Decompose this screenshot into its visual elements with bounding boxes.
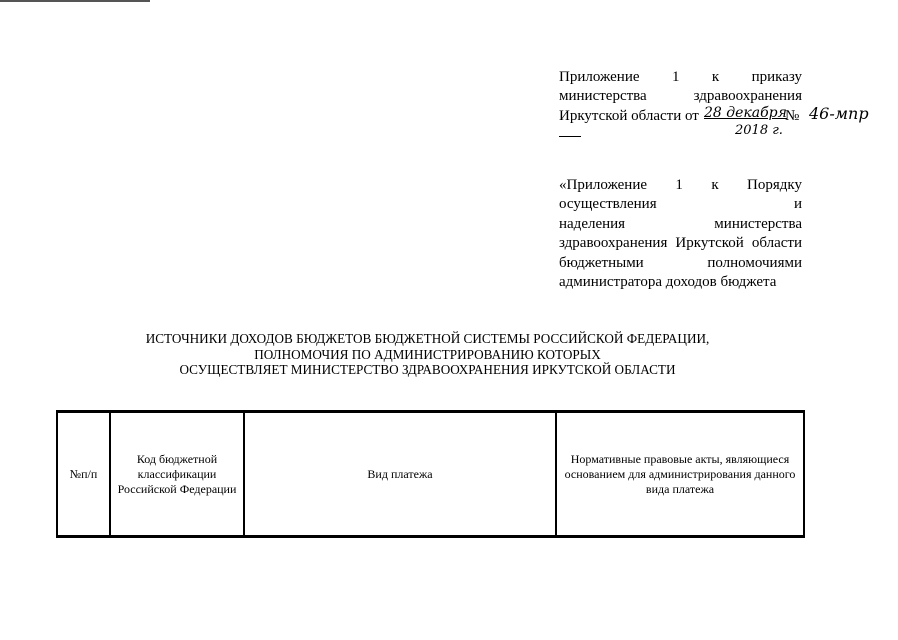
header-number: №п/п bbox=[57, 412, 110, 537]
document-title bbox=[0, 331, 855, 378]
table-header-row bbox=[57, 412, 804, 537]
header-legal-acts: Нормативные правовые акты, являющиеся основанием для администрирования данного вида платежа bbox=[556, 412, 804, 537]
word: приказу bbox=[751, 69, 802, 85]
word: к bbox=[711, 69, 720, 85]
word: Иркутской bbox=[675, 235, 744, 252]
word: министерства bbox=[714, 215, 802, 232]
appendix-procedure-line-6 bbox=[559, 273, 802, 292]
title-line-2: ПОЛНОМОЧИЯ ПО АДМИНИСТРИРОВАНИЮ КОТОРЫХ bbox=[254, 346, 601, 362]
word: «Приложение bbox=[559, 177, 648, 193]
top-edge-rule bbox=[0, 0, 150, 2]
word: и bbox=[793, 196, 802, 213]
appendix-order-line-1 bbox=[559, 68, 802, 87]
title-line-3: ОСУЩЕСТВЛЯЕТ МИНИСТЕРСТВО ЗДРАВООХРАНЕНИЯ ИРКУТСКОЙ ОБЛАСТИ bbox=[179, 362, 676, 377]
word: здравоохранения bbox=[559, 235, 668, 252]
order-date-prefix: Иркутской области от bbox=[559, 107, 699, 124]
appendix-order-header bbox=[559, 68, 869, 138]
word: Порядку bbox=[747, 177, 802, 193]
word: осуществления bbox=[559, 196, 657, 213]
appendix-procedure-line-2 bbox=[559, 195, 802, 214]
title-line-1: ИСТОЧНИКИ ДОХОДОВ БЮДЖЕТОВ БЮДЖЕТНОЙ СИСТЕМЫ РОССИЙСКОЙ ФЕДЕРАЦИИ, bbox=[145, 331, 710, 346]
appendix-order-line-3 bbox=[559, 103, 869, 138]
header-budget-code: Код бюджетной классификации Российской Федерации bbox=[110, 412, 244, 537]
handwritten-date: 28 декабря bbox=[704, 104, 787, 121]
word: полномочиями bbox=[707, 254, 802, 271]
word: наделения bbox=[559, 215, 626, 232]
word: администратора доходов бюджета bbox=[559, 274, 777, 291]
appendix-procedure-line-1 bbox=[559, 176, 802, 195]
word: 1 bbox=[671, 69, 680, 85]
handwritten-order-number: 46-мпр bbox=[809, 103, 869, 123]
word: Приложение bbox=[559, 69, 640, 85]
income-sources-table bbox=[56, 410, 805, 538]
word: здравоохранения bbox=[693, 88, 802, 105]
blank-underline bbox=[559, 136, 581, 137]
header-payment-type: Вид платежа bbox=[244, 412, 556, 537]
word: 1 bbox=[675, 177, 683, 193]
appendix-procedure-header bbox=[559, 176, 802, 292]
appendix-procedure-line-3 bbox=[559, 215, 802, 234]
word: министерства bbox=[559, 88, 647, 105]
number-sign: № bbox=[785, 107, 800, 124]
word: области bbox=[751, 235, 802, 252]
appendix-procedure-line-5 bbox=[559, 254, 802, 273]
word: к bbox=[711, 177, 719, 193]
word: бюджетными bbox=[559, 254, 644, 271]
handwritten-year: 2018 г. bbox=[735, 122, 783, 138]
appendix-procedure-line-4 bbox=[559, 234, 802, 253]
